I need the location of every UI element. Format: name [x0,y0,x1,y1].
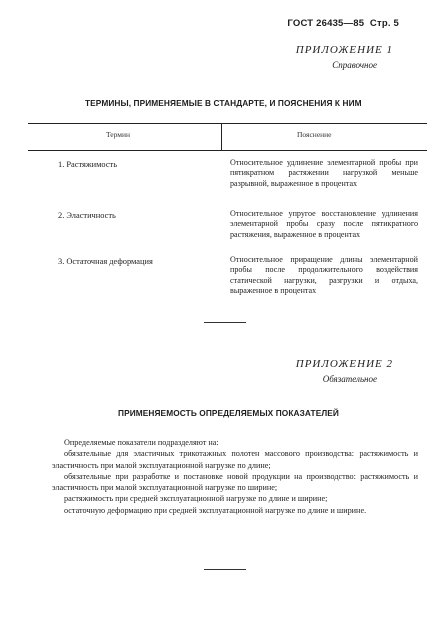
table-row-3-explanation: Относительное приращение длины элементарной пробы после продолжительного воздействия статической нагрузки, разгрузки и отдыха, выраженное в процентах [230,255,418,296]
table-row-1-term: 1. Растяжимость [58,160,118,169]
paragraph: обязательные для эластичных трикотажных полотен массового производства: растяжимость и эластичность при малой эксплуатационной нагрузке по длине; [52,449,418,470]
table-row-3-term: 3. Остаточная деформация [58,257,153,266]
table-row-2-explanation: Относительное упругое восстановление удлинения элементарной пробы сразу после пятикратного растяжения, выраженное в процентах [230,209,418,239]
appendix-2-status: Обязательное [322,374,377,384]
appendix-1-title: ПРИЛОЖЕНИЕ 1 [295,44,393,56]
paragraph: обязательные при разработке и постановке новой продукции на производство: растяжимость и эластичность при малой эксплуатационной нагрузке по ширине; [52,471,418,493]
table-header-term: Термин [106,130,131,139]
table-top-rule [28,123,427,124]
paragraph: остаточную деформацию при средней эксплуатационной нагрузке по длине и ширине. [64,505,367,515]
table-header-explanation: Пояснение [297,130,332,139]
paragraph: растяжимость при средней эксплуатационной нагрузке по длине и ширине; [64,494,328,504]
document-reference: ГОСТ 26435—85 [287,18,365,29]
page-header [287,18,399,29]
separator-rule-2 [204,569,246,570]
table-header-divider [221,123,222,150]
table-row-2-term: 2. Эластичность [58,211,116,220]
page-number: Стр. 5 [369,18,399,29]
appendix-1-status: Справочное [332,60,377,70]
table-row-1-explanation: Относительное удлинение элементарной пробы при пятикратном растяжении нагрузкой меньше разрывной, выраженное в процентах [230,158,418,188]
section-2-body [52,437,418,516]
appendix-2-title: ПРИЛОЖЕНИЕ 2 [295,358,393,370]
paragraph: Определяемые показатели подразделяют на: [64,438,219,447]
section-1-title: ТЕРМИНЫ, ПРИМЕНЯЕМЫЕ В СТАНДАРТЕ, И ПОЯСНЕНИЯ К НИМ [85,98,362,108]
separator-rule-1 [204,322,246,323]
section-2-title: ПРИМЕНЯЕМОСТЬ ОПРЕДЕЛЯЕМЫХ ПОКАЗАТЕЛЕЙ [118,408,339,418]
table-header-rule [28,150,427,151]
